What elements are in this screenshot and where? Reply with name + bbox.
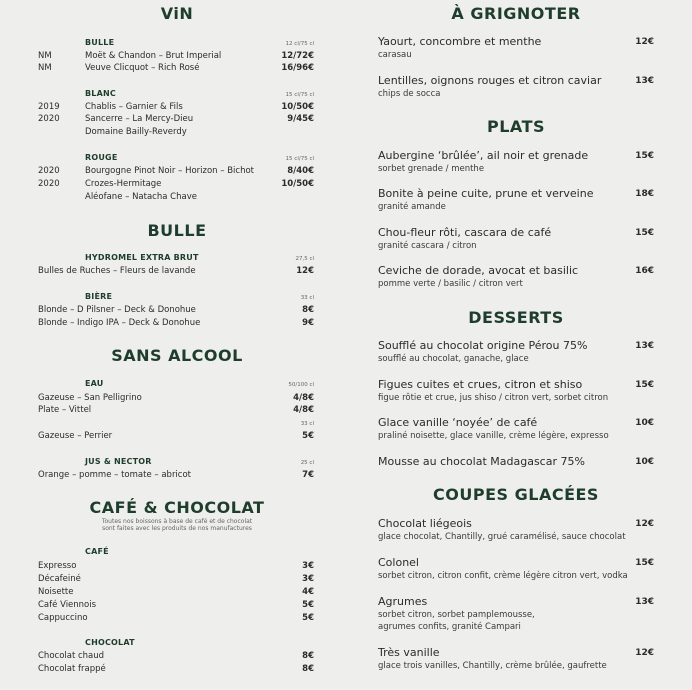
group-unit: 50/100 cl xyxy=(288,382,314,388)
menu-row xyxy=(38,392,316,404)
vintage: NM xyxy=(38,63,52,73)
group-title-cafe xyxy=(85,547,316,557)
item-name: Glace vanille ‘noyée’ de café xyxy=(378,416,538,429)
group-label: BIÈRE xyxy=(85,292,113,301)
group-label: EAU xyxy=(85,379,104,388)
item-name: Colonel xyxy=(378,556,419,569)
item-name: Aléofane – Natacha Chave xyxy=(85,192,197,202)
section-note: sont faites avec les produits de nos manufactures xyxy=(102,525,252,532)
group-label: HYDROMEL EXTRA BRUT xyxy=(85,253,199,262)
menu-row xyxy=(38,178,316,190)
menu-row xyxy=(38,304,316,316)
menu-item xyxy=(378,74,654,100)
vintage: 2020 xyxy=(38,179,60,189)
item-name: Soufflé au chocolat origine Pérou 75% xyxy=(378,339,588,352)
menu-item xyxy=(378,517,654,543)
item-name: Domaine Bailly-Reverdy xyxy=(85,127,187,137)
group-title-chocolat xyxy=(85,638,316,648)
item-name: Chocolat chaud xyxy=(38,651,105,661)
item-name: Chocolat liégeois xyxy=(378,517,472,530)
menu-row xyxy=(38,650,316,662)
item-price: 8€ xyxy=(302,305,314,315)
group-unit: 15 cl/75 cl xyxy=(285,92,314,98)
menu-item xyxy=(378,226,654,252)
section-title-vin: ViN xyxy=(160,4,194,23)
item-price: 15€ xyxy=(635,558,654,568)
menu-row xyxy=(38,126,316,138)
item-description: glace trois vanilles, Chantilly, crème brûlée, gaufrette xyxy=(378,661,607,671)
item-price: 18€ xyxy=(635,189,654,199)
item-name: Ceviche de dorade, avocat et basilic xyxy=(378,264,579,277)
item-name: Plate – Vittel xyxy=(38,405,92,415)
item-description: chips de socca xyxy=(378,89,441,99)
group-label: CHOCOLAT xyxy=(85,638,135,647)
menu-row xyxy=(38,599,316,611)
item-name: Décafeiné xyxy=(38,574,81,584)
item-name: Bourgogne Pinot Noir – Horizon – Bichot xyxy=(85,166,255,176)
section-title-sans-alcool: SANS ALCOOL xyxy=(111,346,243,365)
item-description: granité amande xyxy=(378,202,446,212)
menu-row xyxy=(38,469,316,481)
item-price: 10/50€ xyxy=(281,179,314,189)
group-label: BULLE xyxy=(85,38,115,47)
vintage: 2020 xyxy=(38,166,60,176)
menu-row xyxy=(38,191,316,203)
item-name: Bonite à peine cuite, prune et verveine xyxy=(378,187,594,200)
group-title-jus xyxy=(85,457,316,467)
item-price: 5€ xyxy=(302,431,314,441)
item-description: soufflé au chocolat, ganache, glace xyxy=(378,354,529,364)
section-title-desserts: DESSERTS xyxy=(468,308,564,327)
menu-item xyxy=(378,378,654,404)
menu-item xyxy=(378,455,654,469)
item-price: 8€ xyxy=(302,664,314,674)
item-price: 13€ xyxy=(635,341,654,351)
item-name: Gazeuse – San Pelligrino xyxy=(38,393,142,403)
item-description: pomme verte / basilic / citron vert xyxy=(378,279,523,289)
item-description: sorbet grenade / menthe xyxy=(378,164,485,174)
item-name: Café Viennois xyxy=(38,600,97,610)
item-price: 16/96€ xyxy=(281,63,314,73)
menu-item xyxy=(378,35,654,61)
group-unit: 15 cl/75 cl xyxy=(285,156,314,162)
group-label: CAFÉ xyxy=(85,547,109,556)
menu-item xyxy=(378,646,654,672)
menu-row xyxy=(38,265,316,277)
item-name: Orange – pomme – tomate – abricot xyxy=(38,470,192,480)
item-description: glace chocolat, Chantilly, grué caramélisé, sauce chocolat xyxy=(378,532,626,542)
item-price: 10€ xyxy=(635,457,654,467)
menu-item xyxy=(378,264,654,290)
item-name: Noisette xyxy=(38,587,74,597)
item-description: carasau xyxy=(378,50,412,60)
item-name: Sancerre – La Mercy-Dieu xyxy=(85,114,194,124)
menu-row xyxy=(38,430,316,442)
item-name: Chou-fleur rôti, cascara de café xyxy=(378,226,552,239)
vintage: 2020 xyxy=(38,114,60,124)
item-price: 4€ xyxy=(302,587,314,597)
unit-note: 33 cl xyxy=(300,421,314,427)
group-unit: 25 cl xyxy=(300,460,314,466)
item-price: 4/8€ xyxy=(293,393,314,403)
menu-row xyxy=(38,573,316,585)
group-label: BLANC xyxy=(85,89,116,98)
section-title-plats: PLATS xyxy=(487,117,545,136)
menu-row xyxy=(38,663,316,675)
section-title-cafe-chocolat: CAFÉ & CHOCOLAT xyxy=(89,498,265,517)
item-price: 10/50€ xyxy=(281,102,314,112)
item-name: Gazeuse – Perrier xyxy=(38,431,113,441)
item-name: Lentilles, oignons rouges et citron caviar xyxy=(378,74,602,87)
item-price: 12€ xyxy=(296,266,314,276)
item-name: Expresso xyxy=(38,561,77,571)
group-label: ROUGE xyxy=(85,153,118,162)
group-unit: 33 cl xyxy=(300,295,314,301)
section-title-coupes-glacees: COUPES GLACÉES xyxy=(433,485,599,504)
group-title-hydromel xyxy=(85,253,316,263)
item-name: Moët & Chandon – Brut Imperial xyxy=(85,51,222,61)
item-price: 5€ xyxy=(302,600,314,610)
item-price: 9/45€ xyxy=(287,114,314,124)
menu-row xyxy=(38,62,316,74)
item-price: 15€ xyxy=(635,380,654,390)
item-price: 13€ xyxy=(635,76,654,86)
item-price: 12/72€ xyxy=(281,51,314,61)
group-title-rouge xyxy=(85,153,316,163)
vintage: NM xyxy=(38,51,52,61)
menu-row xyxy=(38,317,316,329)
group-title-bulle-wine xyxy=(85,38,316,48)
item-name: Chablis – Garnier & Fils xyxy=(85,102,183,112)
section-title-grignoter: À GRIGNOTER xyxy=(451,4,581,23)
item-name: Veuve Clicquot – Rich Rosé xyxy=(85,63,200,73)
item-description: sorbet citron, sorbet pamplemousse, xyxy=(378,610,535,620)
item-name: Bulles de Ruches – Fleurs de lavande xyxy=(38,266,196,276)
item-name: Yaourt, concombre et menthe xyxy=(378,35,542,48)
menu-row xyxy=(38,560,316,572)
menu-item xyxy=(378,556,654,582)
item-description: agrumes confits, granité Campari xyxy=(378,622,521,632)
item-name: Blonde – D Pilsner – Deck & Donohue xyxy=(38,305,196,315)
group-title-blanc xyxy=(85,89,316,99)
item-name: Blonde – Indigo IPA – Deck & Donohue xyxy=(38,318,201,328)
section-title-bulle: BULLE xyxy=(147,221,207,240)
item-description: sorbet citron, citron confit, crème légère citron vert, vodka xyxy=(378,571,628,581)
menu-item xyxy=(378,187,654,213)
menu-row xyxy=(38,612,316,624)
item-name: Agrumes xyxy=(378,595,428,608)
item-price: 12€ xyxy=(635,37,654,47)
item-name: Figues cuites et crues, citron et shiso xyxy=(378,378,583,391)
group-title-eau xyxy=(85,379,316,389)
item-price: 8€ xyxy=(302,651,314,661)
item-price: 10€ xyxy=(635,418,654,428)
menu-row xyxy=(38,586,316,598)
section-note: Toutes nos boissons à base de café et de chocolat xyxy=(101,518,253,525)
group-unit: 12 cl/75 cl xyxy=(285,41,314,47)
menu-item xyxy=(378,595,654,633)
item-price: 9€ xyxy=(302,318,314,328)
group-unit: 27,5 cl xyxy=(295,256,314,262)
menu-row xyxy=(38,404,316,416)
item-price: 13€ xyxy=(635,597,654,607)
item-name: Cappuccino xyxy=(38,613,88,623)
item-price: 12€ xyxy=(635,519,654,529)
item-name: Crozes-Hermitage xyxy=(85,179,162,189)
item-price: 3€ xyxy=(302,561,314,571)
item-description: figue rôtie et crue, jus shiso / citron vert, sorbet citron xyxy=(378,393,609,403)
menu-row xyxy=(38,113,316,125)
item-name: Très vanille xyxy=(378,646,440,659)
item-price: 15€ xyxy=(635,151,654,161)
item-name: Mousse au chocolat Madagascar 75% xyxy=(378,455,585,468)
item-price: 16€ xyxy=(635,266,654,276)
item-price: 5€ xyxy=(302,613,314,623)
group-title-biere xyxy=(85,292,316,302)
menu-item xyxy=(378,416,654,442)
item-name: Aubergine ‘brûlée’, ail noir et grenade xyxy=(378,149,589,162)
group-label: JUS & NECTOR xyxy=(85,457,152,466)
item-name: Chocolat frappé xyxy=(38,664,106,674)
menu-row xyxy=(38,101,316,113)
menu-row xyxy=(38,165,316,177)
menu-item xyxy=(378,339,654,365)
menu-item xyxy=(378,149,654,175)
menu-row xyxy=(38,50,316,62)
item-description: praliné noisette, glace vanille, crème légère, expresso xyxy=(378,431,609,441)
item-price: 3€ xyxy=(302,574,314,584)
item-price: 15€ xyxy=(635,228,654,238)
item-price: 4/8€ xyxy=(293,405,314,415)
item-price: 7€ xyxy=(302,470,314,480)
item-price: 8/40€ xyxy=(287,166,314,176)
vintage: 2019 xyxy=(38,102,60,112)
item-price: 12€ xyxy=(635,648,654,658)
item-description: granité cascara / citron xyxy=(378,241,477,251)
